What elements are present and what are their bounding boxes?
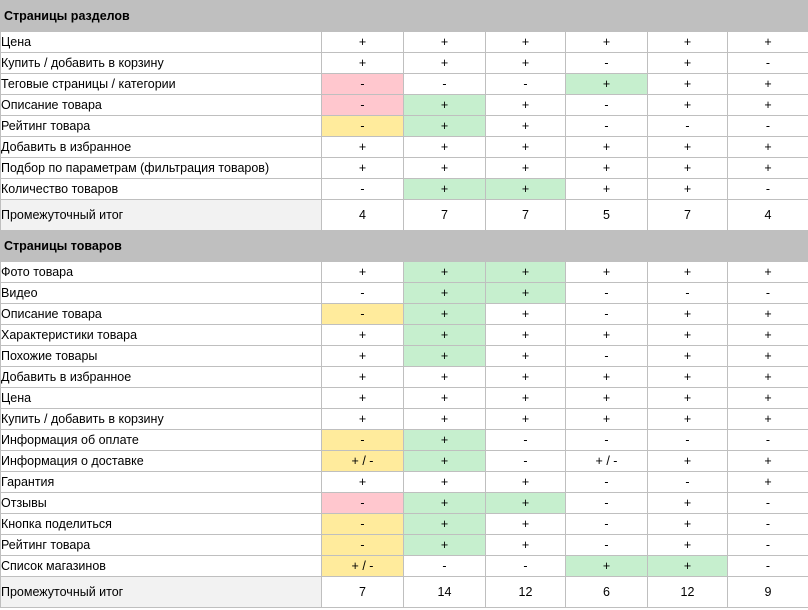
- value-cell[interactable]: +: [404, 514, 486, 535]
- table-row: [1, 262, 808, 283]
- value-cell[interactable]: +: [404, 53, 486, 74]
- table-row: [1, 493, 808, 514]
- table-row: [1, 325, 808, 346]
- row-label-cell[interactable]: Рейтинг товара: [1, 535, 322, 556]
- value-cell[interactable]: +: [404, 430, 486, 451]
- value-cell[interactable]: +: [648, 304, 728, 325]
- value-cell[interactable]: -: [728, 53, 808, 74]
- value-cell[interactable]: -: [322, 179, 404, 200]
- value-cell[interactable]: +: [486, 409, 566, 430]
- value-cell[interactable]: +: [486, 367, 566, 388]
- value-cell[interactable]: +: [404, 535, 486, 556]
- row-label-cell[interactable]: Подбор по параметрам (фильтрация товаров): [1, 158, 322, 179]
- value-cell[interactable]: +: [648, 451, 728, 472]
- value-cell[interactable]: +: [486, 53, 566, 74]
- value-cell[interactable]: -: [322, 95, 404, 116]
- value-cell[interactable]: +: [404, 95, 486, 116]
- table-row: [1, 451, 808, 472]
- row-label-cell[interactable]: Кнопка поделиться: [1, 514, 322, 535]
- value-cell[interactable]: +: [728, 95, 808, 116]
- subtotal-value[interactable]: 12: [648, 577, 728, 608]
- subtotal-label[interactable]: Промежуточный итог: [1, 200, 322, 231]
- subtotal-row: [1, 200, 808, 231]
- value-cell[interactable]: +: [648, 32, 728, 53]
- subtotal-value[interactable]: 6: [566, 577, 648, 608]
- row-label-cell[interactable]: Фото товара: [1, 262, 322, 283]
- value-cell[interactable]: +: [728, 137, 808, 158]
- value-cell[interactable]: +: [322, 32, 404, 53]
- row-label-cell[interactable]: Список магазинов: [1, 556, 322, 577]
- value-cell[interactable]: -: [566, 304, 648, 325]
- row-label-cell[interactable]: Видео: [1, 283, 322, 304]
- table-row: [1, 116, 808, 137]
- value-cell[interactable]: +: [486, 346, 566, 367]
- value-cell[interactable]: +: [486, 493, 566, 514]
- row-label-cell[interactable]: Характеристики товара: [1, 325, 322, 346]
- value-cell[interactable]: +: [566, 262, 648, 283]
- value-cell[interactable]: +: [404, 283, 486, 304]
- value-cell[interactable]: +: [486, 535, 566, 556]
- value-cell[interactable]: +: [566, 74, 648, 95]
- table-row: [1, 74, 808, 95]
- table-row: [1, 53, 808, 74]
- value-cell[interactable]: +: [486, 304, 566, 325]
- value-cell[interactable]: +: [404, 409, 486, 430]
- value-cell[interactable]: -: [566, 514, 648, 535]
- row-label-cell[interactable]: Цена: [1, 388, 322, 409]
- table-row: [1, 409, 808, 430]
- section-title[interactable]: Страницы разделов: [1, 1, 808, 32]
- value-cell[interactable]: + / -: [566, 451, 648, 472]
- value-cell[interactable]: +: [728, 325, 808, 346]
- row-label-cell[interactable]: Гарантия: [1, 472, 322, 493]
- value-cell[interactable]: +: [404, 346, 486, 367]
- value-cell[interactable]: -: [322, 514, 404, 535]
- subtotal-value[interactable]: 4: [728, 200, 808, 231]
- value-cell[interactable]: +: [322, 472, 404, 493]
- subtotal-row: [1, 577, 808, 608]
- value-cell[interactable]: +: [566, 179, 648, 200]
- value-cell[interactable]: +: [566, 556, 648, 577]
- value-cell[interactable]: +: [728, 346, 808, 367]
- value-cell[interactable]: +: [648, 388, 728, 409]
- value-cell[interactable]: -: [728, 430, 808, 451]
- value-cell[interactable]: +: [404, 262, 486, 283]
- value-cell[interactable]: +: [486, 95, 566, 116]
- value-cell[interactable]: +: [566, 367, 648, 388]
- value-cell[interactable]: +: [404, 116, 486, 137]
- value-cell[interactable]: +: [322, 137, 404, 158]
- value-cell[interactable]: +: [728, 74, 808, 95]
- value-cell[interactable]: +: [486, 179, 566, 200]
- value-cell[interactable]: -: [404, 74, 486, 95]
- value-cell[interactable]: +: [486, 325, 566, 346]
- value-cell[interactable]: +: [486, 116, 566, 137]
- row-label-cell[interactable]: Информация о доставке: [1, 451, 322, 472]
- value-cell[interactable]: +: [404, 325, 486, 346]
- value-cell[interactable]: -: [322, 535, 404, 556]
- value-cell[interactable]: +: [566, 158, 648, 179]
- value-cell[interactable]: -: [566, 116, 648, 137]
- table-row: [1, 514, 808, 535]
- subtotal-value[interactable]: 7: [486, 200, 566, 231]
- table-row: [1, 137, 808, 158]
- section-header: [1, 231, 808, 262]
- table-row: [1, 346, 808, 367]
- value-cell[interactable]: +: [566, 409, 648, 430]
- value-cell[interactable]: -: [648, 472, 728, 493]
- value-cell[interactable]: -: [648, 430, 728, 451]
- value-cell[interactable]: -: [728, 535, 808, 556]
- table-row: [1, 304, 808, 325]
- value-cell[interactable]: +: [404, 451, 486, 472]
- value-cell[interactable]: -: [648, 283, 728, 304]
- value-cell[interactable]: +: [322, 53, 404, 74]
- subtotal-value[interactable]: 7: [322, 577, 404, 608]
- value-cell[interactable]: +: [322, 409, 404, 430]
- value-cell[interactable]: +: [322, 158, 404, 179]
- value-cell[interactable]: -: [566, 430, 648, 451]
- row-label-cell[interactable]: Похожие товары: [1, 346, 322, 367]
- table-row: [1, 556, 808, 577]
- table-row: [1, 472, 808, 493]
- row-label-cell[interactable]: Купить / добавить в корзину: [1, 409, 322, 430]
- value-cell[interactable]: +: [566, 137, 648, 158]
- value-cell[interactable]: +: [728, 409, 808, 430]
- value-cell[interactable]: -: [728, 493, 808, 514]
- value-cell[interactable]: +: [404, 137, 486, 158]
- value-cell[interactable]: +: [322, 388, 404, 409]
- subtotal-value[interactable]: 14: [404, 577, 486, 608]
- row-label-cell[interactable]: Отзывы: [1, 493, 322, 514]
- value-cell[interactable]: +: [404, 304, 486, 325]
- table-row: [1, 179, 808, 200]
- value-cell[interactable]: +: [566, 32, 648, 53]
- value-cell[interactable]: -: [566, 346, 648, 367]
- value-cell[interactable]: +: [486, 514, 566, 535]
- value-cell[interactable]: +: [404, 493, 486, 514]
- value-cell[interactable]: +: [404, 158, 486, 179]
- value-cell[interactable]: +: [648, 493, 728, 514]
- value-cell[interactable]: +: [486, 262, 566, 283]
- row-label-cell[interactable]: Цена: [1, 32, 322, 53]
- row-label-cell[interactable]: Добавить в избранное: [1, 367, 322, 388]
- value-cell[interactable]: -: [566, 53, 648, 74]
- section-header: [1, 1, 808, 32]
- row-label-cell[interactable]: Теговые страницы / категории: [1, 74, 322, 95]
- value-cell[interactable]: -: [486, 556, 566, 577]
- subtotal-label[interactable]: Промежуточный итог: [1, 577, 322, 608]
- table-row: [1, 32, 808, 53]
- value-cell[interactable]: -: [566, 535, 648, 556]
- value-cell[interactable]: -: [728, 179, 808, 200]
- value-cell[interactable]: -: [486, 451, 566, 472]
- value-cell[interactable]: +: [648, 53, 728, 74]
- value-cell[interactable]: +: [566, 325, 648, 346]
- value-cell[interactable]: +: [728, 262, 808, 283]
- value-cell[interactable]: -: [404, 556, 486, 577]
- value-cell[interactable]: +: [486, 137, 566, 158]
- value-cell[interactable]: -: [728, 116, 808, 137]
- value-cell[interactable]: +: [648, 262, 728, 283]
- value-cell[interactable]: -: [486, 74, 566, 95]
- section-title[interactable]: Страницы товаров: [1, 231, 808, 262]
- subtotal-value[interactable]: 4: [322, 200, 404, 231]
- value-cell[interactable]: +: [648, 137, 728, 158]
- value-cell[interactable]: +: [648, 74, 728, 95]
- subtotal-value[interactable]: 7: [404, 200, 486, 231]
- value-cell[interactable]: -: [322, 304, 404, 325]
- row-label-cell[interactable]: Купить / добавить в корзину: [1, 53, 322, 74]
- value-cell[interactable]: +: [648, 556, 728, 577]
- row-label-cell[interactable]: Рейтинг товара: [1, 116, 322, 137]
- value-cell[interactable]: +: [566, 388, 648, 409]
- table-row: [1, 283, 808, 304]
- value-cell[interactable]: -: [728, 556, 808, 577]
- value-cell[interactable]: +: [728, 158, 808, 179]
- value-cell[interactable]: -: [728, 514, 808, 535]
- value-cell[interactable]: -: [322, 283, 404, 304]
- value-cell[interactable]: +: [486, 32, 566, 53]
- value-cell[interactable]: +: [322, 325, 404, 346]
- value-cell[interactable]: +: [322, 367, 404, 388]
- sheet-body: [1, 1, 808, 608]
- value-cell[interactable]: -: [322, 430, 404, 451]
- value-cell[interactable]: +: [486, 472, 566, 493]
- table-row: [1, 430, 808, 451]
- value-cell[interactable]: +: [486, 388, 566, 409]
- value-cell[interactable]: +: [728, 32, 808, 53]
- value-cell[interactable]: +: [648, 158, 728, 179]
- value-cell[interactable]: +: [486, 283, 566, 304]
- subtotal-value[interactable]: 5: [566, 200, 648, 231]
- value-cell[interactable]: +: [728, 472, 808, 493]
- value-cell[interactable]: +: [728, 367, 808, 388]
- row-label-cell[interactable]: Описание товара: [1, 95, 322, 116]
- value-cell[interactable]: -: [728, 283, 808, 304]
- value-cell[interactable]: -: [648, 116, 728, 137]
- value-cell[interactable]: +: [648, 367, 728, 388]
- value-cell[interactable]: + / -: [322, 556, 404, 577]
- value-cell[interactable]: +: [728, 304, 808, 325]
- row-label-cell[interactable]: Добавить в избранное: [1, 137, 322, 158]
- value-cell[interactable]: +: [648, 535, 728, 556]
- value-cell[interactable]: +: [728, 451, 808, 472]
- value-cell[interactable]: +: [648, 409, 728, 430]
- value-cell[interactable]: -: [486, 430, 566, 451]
- row-label-cell[interactable]: Описание товара: [1, 304, 322, 325]
- value-cell[interactable]: +: [404, 472, 486, 493]
- value-cell[interactable]: +: [648, 179, 728, 200]
- value-cell[interactable]: +: [404, 388, 486, 409]
- value-cell[interactable]: +: [404, 179, 486, 200]
- table-row: [1, 367, 808, 388]
- table-row: [1, 95, 808, 116]
- subtotal-value[interactable]: 7: [648, 200, 728, 231]
- table-row: [1, 158, 808, 179]
- value-cell[interactable]: +: [322, 346, 404, 367]
- value-cell[interactable]: -: [566, 472, 648, 493]
- value-cell[interactable]: + / -: [322, 451, 404, 472]
- value-cell[interactable]: +: [404, 367, 486, 388]
- value-cell[interactable]: +: [648, 514, 728, 535]
- table-row: [1, 535, 808, 556]
- table-row: [1, 388, 808, 409]
- value-cell[interactable]: -: [322, 116, 404, 137]
- value-cell[interactable]: -: [322, 74, 404, 95]
- value-cell[interactable]: -: [322, 493, 404, 514]
- value-cell[interactable]: +: [404, 32, 486, 53]
- value-cell[interactable]: +: [322, 262, 404, 283]
- value-cell[interactable]: +: [648, 325, 728, 346]
- value-cell[interactable]: +: [648, 346, 728, 367]
- subtotal-value[interactable]: 9: [728, 577, 808, 608]
- row-label-cell[interactable]: Информация об оплате: [1, 430, 322, 451]
- value-cell[interactable]: +: [648, 95, 728, 116]
- value-cell[interactable]: +: [486, 158, 566, 179]
- subtotal-value[interactable]: 12: [486, 577, 566, 608]
- value-cell[interactable]: -: [566, 493, 648, 514]
- value-cell[interactable]: -: [566, 283, 648, 304]
- row-label-cell[interactable]: Количество товаров: [1, 179, 322, 200]
- value-cell[interactable]: -: [566, 95, 648, 116]
- value-cell[interactable]: +: [728, 388, 808, 409]
